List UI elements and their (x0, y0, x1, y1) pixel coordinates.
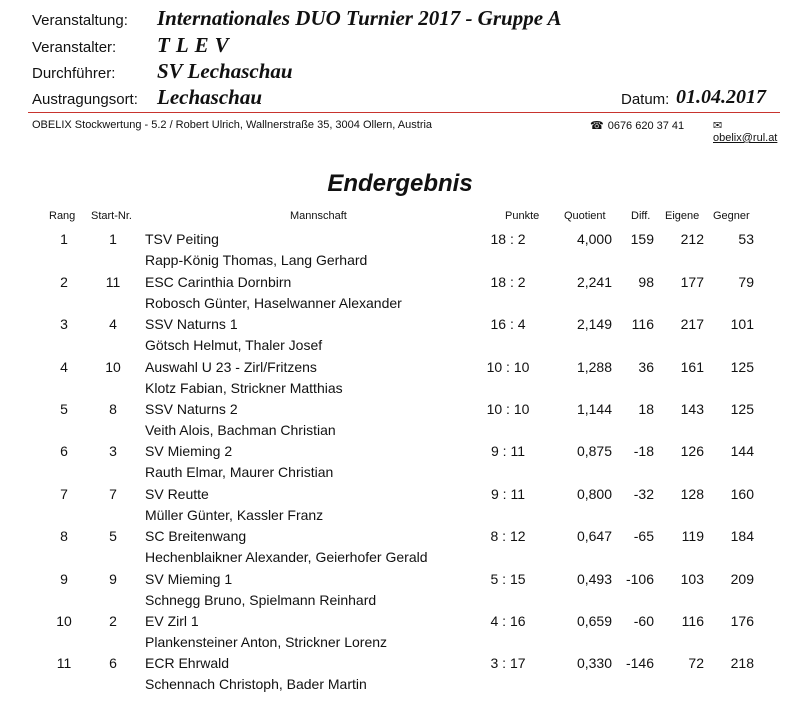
start-cell: 5 (109, 528, 117, 544)
eigene-cell: 177 (680, 274, 704, 290)
team-name: TSV Peiting (145, 231, 219, 247)
col-header-start: Start-Nr. (91, 210, 132, 222)
punkte-cell: 18 : 2 (490, 274, 526, 290)
gegner-cell: 218 (730, 655, 754, 671)
team-name: ECR Ehrwald (145, 655, 230, 671)
durchfuehrer-label: Durchführer: (32, 65, 116, 82)
diff-cell: 116 (631, 316, 654, 332)
col-header-diff: Diff. (631, 210, 651, 222)
rang-cell: 3 (60, 316, 68, 332)
email-link[interactable]: obelix@rul.at (713, 132, 778, 144)
email-contact (713, 119, 780, 144)
rang-cell: 5 (60, 401, 68, 417)
player-names: Hechenblaikner Alexander, Geierhofer Gerald (145, 549, 428, 565)
col-header-punkte: Punkte (505, 210, 540, 222)
team-name: ESC Carinthia Dornbirn (145, 274, 292, 290)
result-row (0, 443, 800, 486)
eigene-cell: 72 (688, 655, 704, 671)
gegner-cell: 144 (730, 443, 754, 459)
punkte-cell: 8 : 12 (490, 528, 526, 544)
veranstaltung-label: Veranstaltung: (32, 12, 128, 29)
software-info-line (28, 119, 780, 144)
eigene-cell: 212 (680, 231, 704, 247)
punkte-cell: 5 : 15 (490, 571, 526, 587)
col-header-eigene: Eigene (665, 210, 700, 222)
quotient-cell: 0,659 (576, 613, 612, 629)
player-names: Rauth Elmar, Maurer Christian (145, 464, 334, 480)
eigene-cell: 119 (681, 528, 704, 544)
gegner-cell: 184 (730, 528, 754, 544)
result-row (0, 274, 800, 317)
diff-cell: -65 (633, 528, 654, 544)
punkte-cell: 18 : 2 (490, 231, 526, 247)
player-names: Götsch Helmut, Thaler Josef (145, 337, 323, 353)
phone-icon: ☎ (590, 120, 604, 132)
start-cell: 1 (109, 231, 117, 247)
quotient-cell: 0,800 (576, 486, 612, 502)
team-name: SV Mieming 2 (145, 443, 233, 459)
start-cell: 6 (109, 655, 117, 671)
gegner-cell: 101 (730, 316, 754, 332)
gegner-cell: 176 (730, 613, 754, 629)
eigene-cell: 143 (680, 401, 704, 417)
team-name: Auswahl U 23 - Zirl/Fritzens (145, 359, 317, 375)
col-header-quotient: Quotient (564, 210, 606, 222)
page-title: Endergebnis (327, 170, 473, 197)
punkte-cell: 16 : 4 (490, 316, 526, 332)
austragungsort-value: Lechaschau (157, 85, 262, 109)
eigene-cell: 116 (681, 613, 704, 629)
rang-cell: 9 (60, 571, 68, 587)
gegner-cell: 160 (730, 486, 754, 502)
header-divider (28, 112, 780, 113)
player-names: Müller Günter, Kassler Franz (145, 507, 324, 523)
team-name: SSV Naturns 2 (145, 401, 238, 417)
diff-cell: -106 (625, 571, 654, 587)
quotient-cell: 0,875 (576, 443, 612, 459)
diff-cell: -146 (625, 655, 654, 671)
punkte-cell: 10 : 10 (486, 359, 530, 375)
envelope-icon: ✉ (713, 120, 723, 132)
quotient-cell: 0,330 (576, 655, 612, 671)
start-cell: 2 (109, 613, 117, 629)
rang-cell: 1 (60, 231, 68, 247)
punkte-cell: 9 : 11 (491, 443, 525, 459)
quotient-cell: 2,241 (576, 274, 612, 290)
punkte-cell: 10 : 10 (486, 401, 530, 417)
team-name: EV Zirl 1 (145, 613, 199, 629)
quotient-cell: 2,149 (576, 316, 612, 332)
header-durchfuehrer-row (0, 57, 800, 83)
player-names: Schnegg Bruno, Spielmann Reinhard (145, 592, 377, 608)
diff-cell: 98 (638, 274, 654, 290)
rang-cell: 7 (60, 486, 68, 502)
quotient-cell: 4,000 (576, 231, 612, 247)
start-cell: 10 (105, 359, 121, 375)
diff-cell: -60 (633, 613, 654, 629)
gegner-cell: 79 (738, 274, 754, 290)
start-cell: 7 (109, 486, 117, 502)
gegner-cell: 209 (730, 571, 754, 587)
result-row (0, 486, 800, 529)
punkte-cell: 9 : 11 (491, 486, 525, 502)
player-names: Plankensteiner Anton, Strickner Lorenz (145, 634, 388, 650)
player-names: Robosch Günter, Haselwanner Alexander (145, 295, 402, 311)
phone-contact (590, 119, 684, 132)
team-name: SV Reutte (145, 486, 209, 502)
diff-cell: 159 (630, 231, 654, 247)
result-row (0, 401, 800, 444)
start-cell: 4 (109, 316, 117, 332)
header-veranstaltung-row (0, 4, 800, 30)
player-names: Klotz Fabian, Strickner Matthias (145, 380, 343, 396)
eigene-cell: 128 (680, 486, 704, 502)
player-names: Schennach Christoph, Bader Martin (145, 676, 367, 692)
result-row (0, 571, 800, 614)
rang-cell: 8 (60, 528, 68, 544)
col-header-team: Mannschaft (290, 210, 347, 222)
result-row (0, 528, 800, 571)
col-header-gegner: Gegner (713, 210, 750, 222)
result-row (0, 316, 800, 359)
rang-cell: 11 (56, 655, 72, 671)
software-credit: OBELIX Stockwertung - 5.2 / Robert Ulrich, Wallnerstraße 35, 3004 Ollern, Austria (32, 119, 433, 131)
rang-cell: 4 (60, 359, 68, 375)
start-cell: 3 (109, 443, 117, 459)
result-row (0, 231, 800, 274)
quotient-cell: 1,288 (576, 359, 612, 375)
start-cell: 11 (105, 274, 121, 290)
eigene-cell: 103 (680, 571, 704, 587)
team-name: SSV Naturns 1 (145, 316, 238, 332)
header-austragungsort-row (0, 83, 800, 109)
rang-cell: 10 (56, 613, 72, 629)
diff-cell: -18 (633, 443, 654, 459)
rang-cell: 2 (60, 274, 68, 290)
veranstalter-label: Veranstalter: (32, 39, 117, 56)
diff-cell: -32 (633, 486, 654, 502)
veranstaltung-value: Internationales DUO Turnier 2017 - Gruppe A (157, 6, 562, 30)
gegner-cell: 53 (738, 231, 754, 247)
veranstalter-value: TLEV (157, 33, 235, 57)
player-names: Rapp-König Thomas, Lang Gerhard (145, 252, 368, 268)
team-name: SC Breitenwang (145, 528, 247, 544)
gegner-cell: 125 (730, 359, 754, 375)
datum-label: Datum: (621, 91, 670, 108)
team-name: SV Mieming 1 (145, 571, 233, 587)
rang-cell: 6 (60, 443, 68, 459)
eigene-cell: 217 (680, 316, 704, 332)
quotient-cell: 0,647 (576, 528, 612, 544)
col-header-rang: Rang (49, 210, 76, 222)
start-cell: 8 (109, 401, 117, 417)
quotient-cell: 0,493 (576, 571, 612, 587)
durchfuehrer-value: SV Lechaschau (157, 59, 293, 83)
punkte-cell: 4 : 16 (490, 613, 526, 629)
player-names: Veith Alois, Bachman Christian (145, 422, 336, 438)
diff-cell: 36 (638, 359, 654, 375)
result-row (0, 359, 800, 402)
gegner-cell: 125 (730, 401, 754, 417)
start-cell: 9 (109, 571, 117, 587)
punkte-cell: 3 : 17 (490, 655, 526, 671)
austragungsort-label: Austragungsort: (32, 91, 138, 108)
header-veranstalter-row (0, 31, 800, 57)
datum-value: 01.04.2017 (676, 86, 766, 108)
result-row (0, 613, 800, 656)
eigene-cell: 126 (680, 443, 704, 459)
diff-cell: 18 (638, 401, 654, 417)
result-row (0, 655, 800, 698)
quotient-cell: 1,144 (576, 401, 612, 417)
phone-number: 0676 620 37 41 (607, 120, 685, 132)
eigene-cell: 161 (680, 359, 704, 375)
